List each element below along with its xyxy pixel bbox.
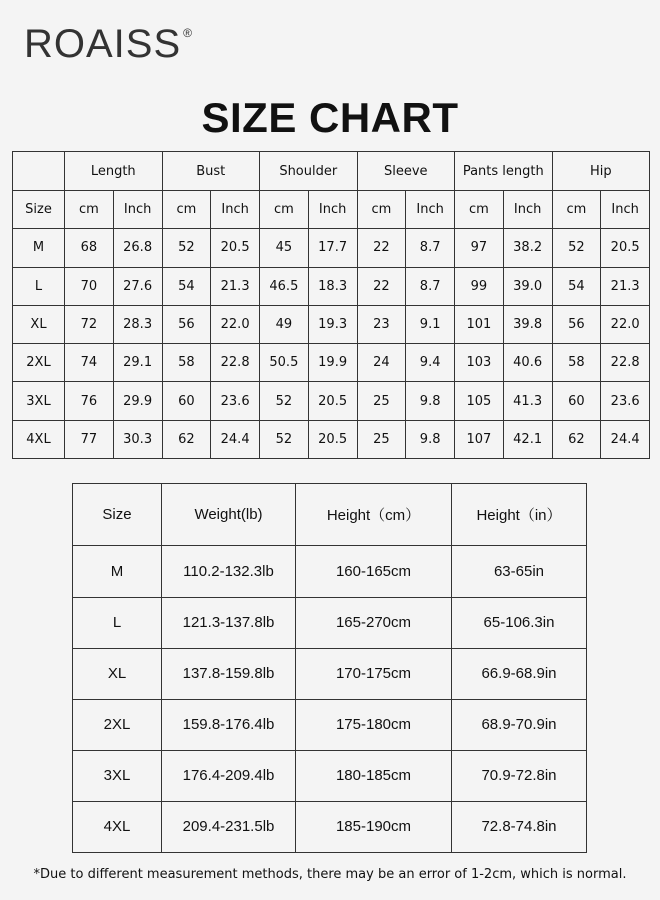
size-table-unit-inch: Inch [601,191,650,229]
size-table-value-cell: 24.4 [601,420,650,458]
size-table-value-cell: 23.6 [601,382,650,420]
size-table-value-cell: 39.0 [503,267,552,305]
fit-table-size-cell: L [73,597,162,648]
size-table-value-cell: 23 [357,305,406,343]
size-table-unit-cm: cm [357,191,406,229]
size-table-value-cell: 42.1 [503,420,552,458]
size-table-value-cell: 50.5 [260,344,309,382]
size-table-value-cell: 52 [162,229,211,267]
fit-table-row [73,546,587,597]
fit-table-row [73,750,587,801]
size-table-value-cell: 9.4 [406,344,455,382]
size-table-value-cell: 21.3 [211,267,260,305]
size-table-value-cell: 22.8 [211,344,260,382]
registered-mark: ® [183,26,193,40]
size-table-value-cell: 107 [455,420,504,458]
size-table-value-cell: 52 [260,382,309,420]
size-table-value-cell: 62 [552,420,601,458]
brand-name: ROAISS [24,22,182,66]
fit-table-value-cell: 72.8-74.8in [452,801,587,852]
size-table-value-cell: 68 [65,229,114,267]
size-table-group-header: Pants length [455,152,553,191]
size-table-value-cell: 29.9 [113,382,162,420]
size-table-value-cell: 22.0 [211,305,260,343]
size-table-unit-inch: Inch [406,191,455,229]
size-table-value-cell: 29.1 [113,344,162,382]
fit-table-value-cell: 68.9-70.9in [452,699,587,750]
fit-table-value-cell: 66.9-68.9in [452,648,587,699]
fit-table-value-cell: 165-270cm [296,597,452,648]
size-table-unit-cm: cm [65,191,114,229]
size-table-value-cell: 54 [552,267,601,305]
fit-table-row [73,597,587,648]
size-table-value-cell: 24.4 [211,420,260,458]
fit-table-size-cell: 4XL [73,801,162,852]
size-table-row [13,267,650,305]
size-table-value-cell: 60 [162,382,211,420]
fit-table-row [73,648,587,699]
size-table-value-cell: 97 [455,229,504,267]
size-table-value-cell: 52 [260,420,309,458]
size-table-value-cell: 56 [162,305,211,343]
fit-table-value-cell: 121.3-137.8lb [162,597,296,648]
size-table-value-cell: 8.7 [406,267,455,305]
size-table-unit-header-row [13,191,650,229]
fit-table-value-cell: 209.4-231.5lb [162,801,296,852]
fit-table-value-cell: 180-185cm [296,750,452,801]
fit-table-size-cell: 2XL [73,699,162,750]
fit-table-size-cell: 3XL [73,750,162,801]
fit-table-header: Weight(lb) [162,484,296,546]
size-table-value-cell: 76 [65,382,114,420]
size-table-unit-cm: cm [260,191,309,229]
size-table-unit-cm: cm [552,191,601,229]
weight-height-table [72,483,587,853]
measurement-note: *Due to different measurement methods, there may be an error of 1-2cm, which is normal. [33,867,627,882]
size-table-value-cell: 45 [260,229,309,267]
fit-table-header-row [73,484,587,546]
fit-table-value-cell: 137.8-159.8lb [162,648,296,699]
size-table-size-cell: 4XL [13,420,65,458]
size-table-group-header: Bust [162,152,260,191]
fit-table-row [73,801,587,852]
fit-table-value-cell: 185-190cm [296,801,452,852]
size-table-unit-cm: cm [455,191,504,229]
size-table-group-header-row [13,152,650,191]
size-table-unit-inch: Inch [211,191,260,229]
size-table-row [13,420,650,458]
size-table-value-cell: 56 [552,305,601,343]
fit-table-header: Height（cm） [296,484,452,546]
size-table-size-header: Size [13,191,65,229]
size-table-value-cell: 9.8 [406,420,455,458]
size-table-value-cell: 74 [65,344,114,382]
size-table-value-cell: 105 [455,382,504,420]
fit-table-header: Size [73,484,162,546]
size-table-value-cell: 8.7 [406,229,455,267]
fit-table-value-cell: 70.9-72.8in [452,750,587,801]
size-table-value-cell: 70 [65,267,114,305]
size-table-value-cell: 39.8 [503,305,552,343]
size-table-value-cell: 41.3 [503,382,552,420]
size-table-value-cell: 52 [552,229,601,267]
page-title: SIZE CHART [201,94,459,141]
size-table-value-cell: 103 [455,344,504,382]
size-table-value-cell: 22 [357,229,406,267]
size-table-value-cell: 20.5 [308,420,357,458]
size-table-value-cell: 54 [162,267,211,305]
size-table-value-cell: 21.3 [601,267,650,305]
size-measurement-table [12,151,650,459]
size-table-value-cell: 72 [65,305,114,343]
size-table-unit-inch: Inch [113,191,162,229]
size-table-value-cell: 62 [162,420,211,458]
size-table-value-cell: 20.5 [211,229,260,267]
size-table-unit-cm: cm [162,191,211,229]
size-table-value-cell: 49 [260,305,309,343]
size-table-value-cell: 23.6 [211,382,260,420]
size-table-unit-inch: Inch [503,191,552,229]
size-table-value-cell: 40.6 [503,344,552,382]
size-table-size-cell: L [13,267,65,305]
size-table-value-cell: 25 [357,420,406,458]
size-table-value-cell: 27.6 [113,267,162,305]
size-table-value-cell: 22.0 [601,305,650,343]
fit-table-value-cell: 159.8-176.4lb [162,699,296,750]
fit-table-size-cell: M [73,546,162,597]
fit-table-value-cell: 170-175cm [296,648,452,699]
brand-logo [24,22,193,67]
fit-table-value-cell: 176.4-209.4lb [162,750,296,801]
fit-table-value-cell: 63-65in [452,546,587,597]
size-table-row [13,382,650,420]
size-table-group-header: Sleeve [357,152,455,191]
size-table-value-cell: 9.1 [406,305,455,343]
size-table-group-header: Length [65,152,163,191]
size-table-value-cell: 20.5 [308,382,357,420]
fit-table-value-cell: 65-106.3in [452,597,587,648]
fit-table-value-cell: 175-180cm [296,699,452,750]
size-table-value-cell: 17.7 [308,229,357,267]
fit-table-header: Height（in） [452,484,587,546]
size-table-value-cell: 99 [455,267,504,305]
size-table-size-cell: 2XL [13,344,65,382]
size-table-value-cell: 22.8 [601,344,650,382]
fit-table-row [73,699,587,750]
size-table-row [13,229,650,267]
size-table-value-cell: 30.3 [113,420,162,458]
size-table-value-cell: 38.2 [503,229,552,267]
size-table-value-cell: 25 [357,382,406,420]
size-table-value-cell: 22 [357,267,406,305]
size-table-value-cell: 19.3 [308,305,357,343]
size-table-row [13,305,650,343]
size-table-group-header: Hip [552,152,650,191]
size-table-value-cell: 19.9 [308,344,357,382]
size-table-group-header: Shoulder [260,152,358,191]
fit-table-value-cell: 160-165cm [296,546,452,597]
size-table-value-cell: 26.8 [113,229,162,267]
size-table-value-cell: 58 [552,344,601,382]
size-table-corner-cell [13,152,65,191]
fit-table-size-cell: XL [73,648,162,699]
size-table-row [13,344,650,382]
size-table-value-cell: 46.5 [260,267,309,305]
size-table-value-cell: 28.3 [113,305,162,343]
size-table-size-cell: XL [13,305,65,343]
size-table-value-cell: 20.5 [601,229,650,267]
size-table-value-cell: 24 [357,344,406,382]
size-table-value-cell: 18.3 [308,267,357,305]
size-table-value-cell: 58 [162,344,211,382]
size-table-size-cell: M [13,229,65,267]
size-table-size-cell: 3XL [13,382,65,420]
size-table-value-cell: 9.8 [406,382,455,420]
size-table-value-cell: 60 [552,382,601,420]
size-table-value-cell: 101 [455,305,504,343]
size-table-unit-inch: Inch [308,191,357,229]
fit-table-value-cell: 110.2-132.3lb [162,546,296,597]
size-table-value-cell: 77 [65,420,114,458]
